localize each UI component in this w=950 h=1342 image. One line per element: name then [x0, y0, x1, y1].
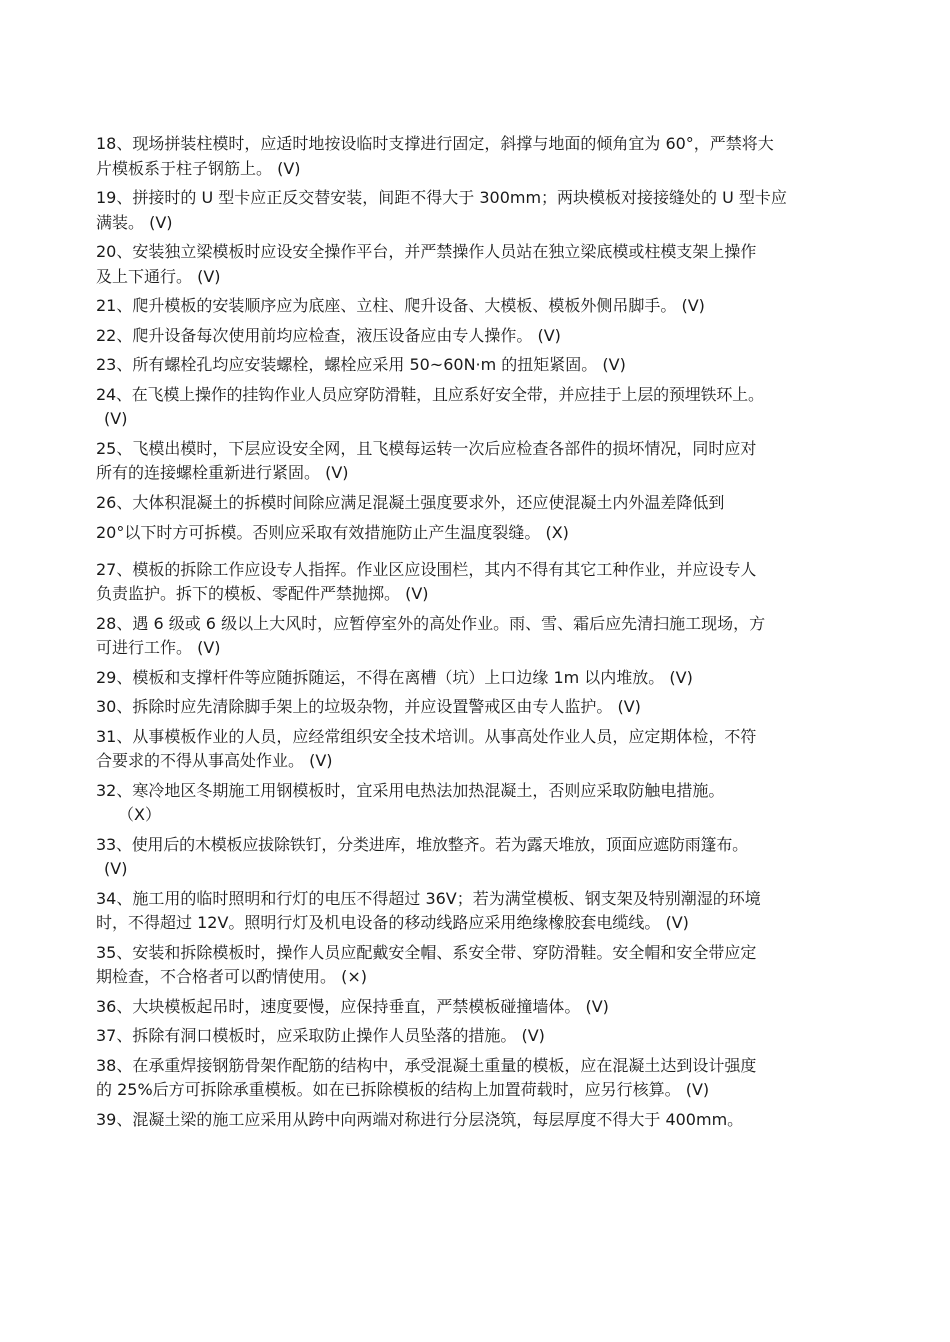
question-22	[96, 324, 886, 349]
question-21-line-1: 21、爬升模板的安装顺序应为底座、立柱、爬升设备、大模板、模板外侧吊脚手。 (V)	[96, 296, 705, 315]
question-28-line-1: 28、遇 6 级或 6 级以上大风时，应暂停室外的高处作业。雨、雪、霜后应先清扫施工现场，方	[96, 613, 766, 633]
question-31-line-1: 31、从事模板作业的人员，应经常组织安全技术培训。从事高处作业人员，应定期体检，不符	[96, 726, 757, 746]
question-28	[96, 612, 886, 661]
question-19-line-2: 满装。 (V)	[96, 212, 173, 232]
question-20-line-2: 及上下通行。 (V)	[96, 266, 221, 286]
question-25	[96, 437, 886, 486]
question-list	[96, 132, 886, 1137]
question-18-line-2: 片模板系于柱子钢筋上。 (V)	[96, 158, 301, 178]
question-26-line-2: 20°以下时方可拆模。否则应采取有效措施防止产生温度裂缝。 (X)	[96, 523, 569, 542]
question-27	[96, 558, 886, 607]
question-36	[96, 995, 886, 1020]
question-38	[96, 1054, 886, 1103]
question-34-line-1: 34、施工用的临时照明和行灯的电压不得超过 36V；若为满堂模板、钢支架及特别潮湿的环境	[96, 888, 761, 908]
question-39-line-1: 39、混凝土梁的施工应采用从跨中向两端对称进行分层浇筑，每层厚度不得大于 400mm。	[96, 1109, 744, 1129]
question-34	[96, 887, 886, 936]
question-26	[96, 491, 886, 546]
question-27-line-1: 27、模板的拆除工作应设专人指挥。作业区应设围栏，其内不得有其它工种作业，并应设专人	[96, 559, 757, 579]
question-19-line-1: 19、拼接时的 U 型卡应正反交替安装，间距不得大于 300mm；两块模板对接接缝处的 U 型卡应	[96, 188, 787, 207]
question-38-line-1: 38、在承重焊接钢筋骨架作配筋的结构中，承受混凝土重量的模板，应在混凝土达到设计强度	[96, 1055, 757, 1075]
question-24	[96, 383, 886, 432]
question-30	[96, 695, 886, 720]
question-18-line-1: 18、现场拼装柱模时，应适时地按设临时支撑进行固定，斜撑与地面的倾角宜为 60°，严禁将大	[96, 134, 774, 153]
question-33	[96, 833, 886, 882]
question-24-line-1: 24、在飞模上操作的挂钩作业人员应穿防滑鞋，且应系好安全带，并应挂于上层的预埋铁环上。	[96, 384, 764, 404]
question-32-line-1: 32、寒冷地区冬期施工用钢模板时，宜采用电热法加热混凝土，否则应采取防触电措施。	[96, 780, 725, 800]
question-31-line-2: 合要求的不得从事高处作业。 (V)	[96, 751, 333, 770]
question-18	[96, 132, 886, 181]
question-29-line-1: 29、模板和支撑杆件等应随拆随运，不得在离槽（坑）上口边缘 1m 以内堆放。 (V)	[96, 667, 693, 687]
question-35-line-2: 期检查，不合格者可以酌情使用。 (×)	[96, 967, 367, 986]
question-29	[96, 666, 886, 691]
question-36-line-1: 36、大块模板起吊时，速度要慢，应保持垂直，严禁模板碰撞墙体。 (V)	[96, 996, 609, 1016]
question-37	[96, 1024, 886, 1049]
question-39	[96, 1108, 886, 1133]
question-34-line-2: 时，不得超过 12V。照明行灯及机电设备的移动线路应采用绝缘橡胶套电缆线。 (V)	[96, 913, 689, 932]
question-33-line-1: 33、使用后的木模板应拔除铁钉，分类进库，堆放整齐。若为露天堆放，顶面应遮防雨篷布。	[96, 834, 748, 854]
question-32	[96, 779, 886, 828]
question-25-line-2: 所有的连接螺栓重新进行紧固。 (V)	[96, 463, 349, 482]
question-35-line-1: 35、安装和拆除模板时，操作人员应配戴安全帽、系安全带、穿防滑鞋。安全帽和安全带应定	[96, 942, 757, 962]
question-32-line-2: （X）	[118, 805, 161, 824]
question-21	[96, 294, 886, 319]
question-25-line-1: 25、飞模出模时，下层应设安全网，且飞模每运转一次后应检查各部件的损坏情况，同时应对	[96, 438, 757, 458]
question-31	[96, 725, 886, 774]
question-38-line-2: 的 25%后方可拆除承重模板。如在已拆除模板的结构上加置荷载时，应另行核算。 (V)	[96, 1080, 710, 1099]
question-20	[96, 240, 886, 289]
question-27-line-2: 负责监护。拆下的模板、零配件严禁抛掷。 (V)	[96, 584, 429, 603]
question-23-line-1: 23、所有螺栓孔均应安装螺栓，螺栓应采用 50~60N·m 的扭矩紧固。 (V)	[96, 355, 626, 374]
question-20-line-1: 20、安装独立梁模板时应设安全操作平台，并严禁操作人员站在独立梁底模或柱模支架上操作	[96, 242, 757, 261]
question-26-line-1: 26、大体积混凝土的拆模时间除应满足混凝土强度要求外，还应使混凝土内外温差降低到	[96, 492, 725, 512]
question-30-line-1: 30、拆除时应先清除脚手架上的垃圾杂物，并应设置警戒区由专人监护。 (V)	[96, 697, 641, 716]
question-33-line-2: (V)	[104, 859, 128, 878]
question-19	[96, 186, 886, 235]
question-35	[96, 941, 886, 990]
question-28-line-2: 可进行工作。 (V)	[96, 638, 221, 657]
question-37-line-1: 37、拆除有洞口模板时，应采取防止操作人员坠落的措施。 (V)	[96, 1026, 545, 1045]
question-24-line-2: (V)	[104, 409, 128, 428]
question-23	[96, 353, 886, 378]
question-22-line-1: 22、爬升设备每次使用前均应检查，液压设备应由专人操作。 (V)	[96, 325, 561, 345]
